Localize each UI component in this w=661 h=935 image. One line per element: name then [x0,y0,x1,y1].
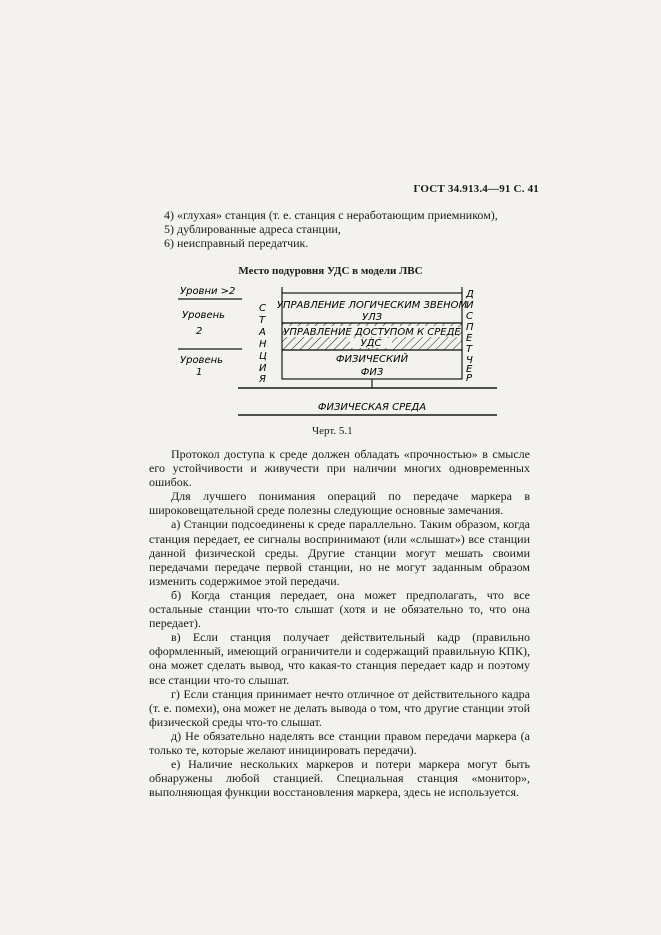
body-text [149,447,530,799]
station-letter: Ц [259,351,267,362]
dispatcher-letter: Т [466,344,473,355]
list-item: 6) неисправный передатчик. [164,236,309,250]
phys-label: ФИЗИЧЕСКИЙ [335,354,409,365]
medium-label: ФИЗИЧЕСКАЯ СРЕДА [317,402,427,413]
dispatcher-letter: С [466,311,473,322]
page-header: ГОСТ 34.913.4—91 С. 41 [413,183,539,195]
station-letter: С [259,303,266,314]
paragraph: Протокол доступа к среде должен обладать «прочностью» в смысле его устойчивости и живучести при наличии многих одновременных ошибок. [149,447,530,490]
station-letter: Т [259,315,266,326]
dispatcher-vertical-label [465,289,474,384]
station-letter: И [259,363,267,374]
dispatcher-letter: И [466,300,474,311]
paragraph: б) Когда станция передает, она может предполагать, что все остальные станции что-то слышат (хотя и не обязательно то, что она передает). [149,587,530,631]
phys-abbrev: ФИЗ [360,367,384,378]
station-vertical-label [258,303,267,385]
station-letter: Н [259,339,267,350]
dispatcher-letter: Р [466,373,473,384]
fault-list [164,208,529,250]
paragraph: Для лучшего понимания операций по передаче маркера в широковещательной среде полезны следующие основные замечания. [149,489,530,518]
mac-abbrev: УДС [360,338,382,349]
llc-abbrev: УЛЗ [361,312,383,323]
level1-label: Уровень [180,355,224,366]
level-label-upper: Уровни >2 [180,286,236,297]
mac-label: УПРАВЛЕНИЕ ДОСТУПОМ К СРЕДЕ [283,327,461,338]
level2-label: Уровень [182,310,226,321]
dispatcher-letter: Е [466,364,473,375]
dispatcher-letter: Е [466,333,473,344]
list-item: 5) дублированные адреса станции, [164,222,341,236]
osi-diagram [172,282,502,420]
dispatcher-letter: Ч [466,355,473,366]
figure-caption: Черт. 5.1 [312,425,353,437]
paragraph: д) Не обязательно наделять все станции правом передачи маркера (а только те, которые желают инициировать передачи). [149,728,530,757]
station-letter: Я [259,374,266,385]
dispatcher-letter: Д [466,289,474,300]
list-item: 4) «глухая» станция (т. е. станция с неработающим приемником), [164,208,498,222]
paragraph: а) Станции подсоединены к среде параллельно. Таким образом, когда станция передает, ее сигналы воспринимают (или «слышат») все станции данной физической среды. Другие станции могут мешать своими передачами передаче первой станции, но не могут заданным образом изменить содержимое этой передачи. [149,517,530,588]
paragraph: г) Если станция принимает нечто отличное от действительного кадра (т. е. помехи), она может не делать вывода о том, что другие станции этой физической среды что-то слышат. [149,686,530,729]
figure-title: Место подуровня УДС в модели ЛВС [238,265,423,277]
dispatcher-letter: П [466,322,474,333]
level1-number: 1 [196,367,203,378]
station-letter: А [259,327,266,338]
llc-label: УПРАВЛЕНИЕ ЛОГИЧЕСКИМ ЗВЕНОМ [276,300,468,311]
paragraph: е) Наличие нескольких маркеров и потери маркера могут быть обнаружены любой станцией. Специальная станция «монитор», выполняющая функции восстановления маркера, здесь не используется. [149,757,530,800]
paragraph: в) Если станция получает действительный кадр (правильно оформленный, имеющий ограничители и содержащий правильную КПК), она может сделать вывод, что какая-то станция передает кадр и поэтому все станции что-то слышат. [149,630,530,687]
level2-number: 2 [196,326,203,337]
